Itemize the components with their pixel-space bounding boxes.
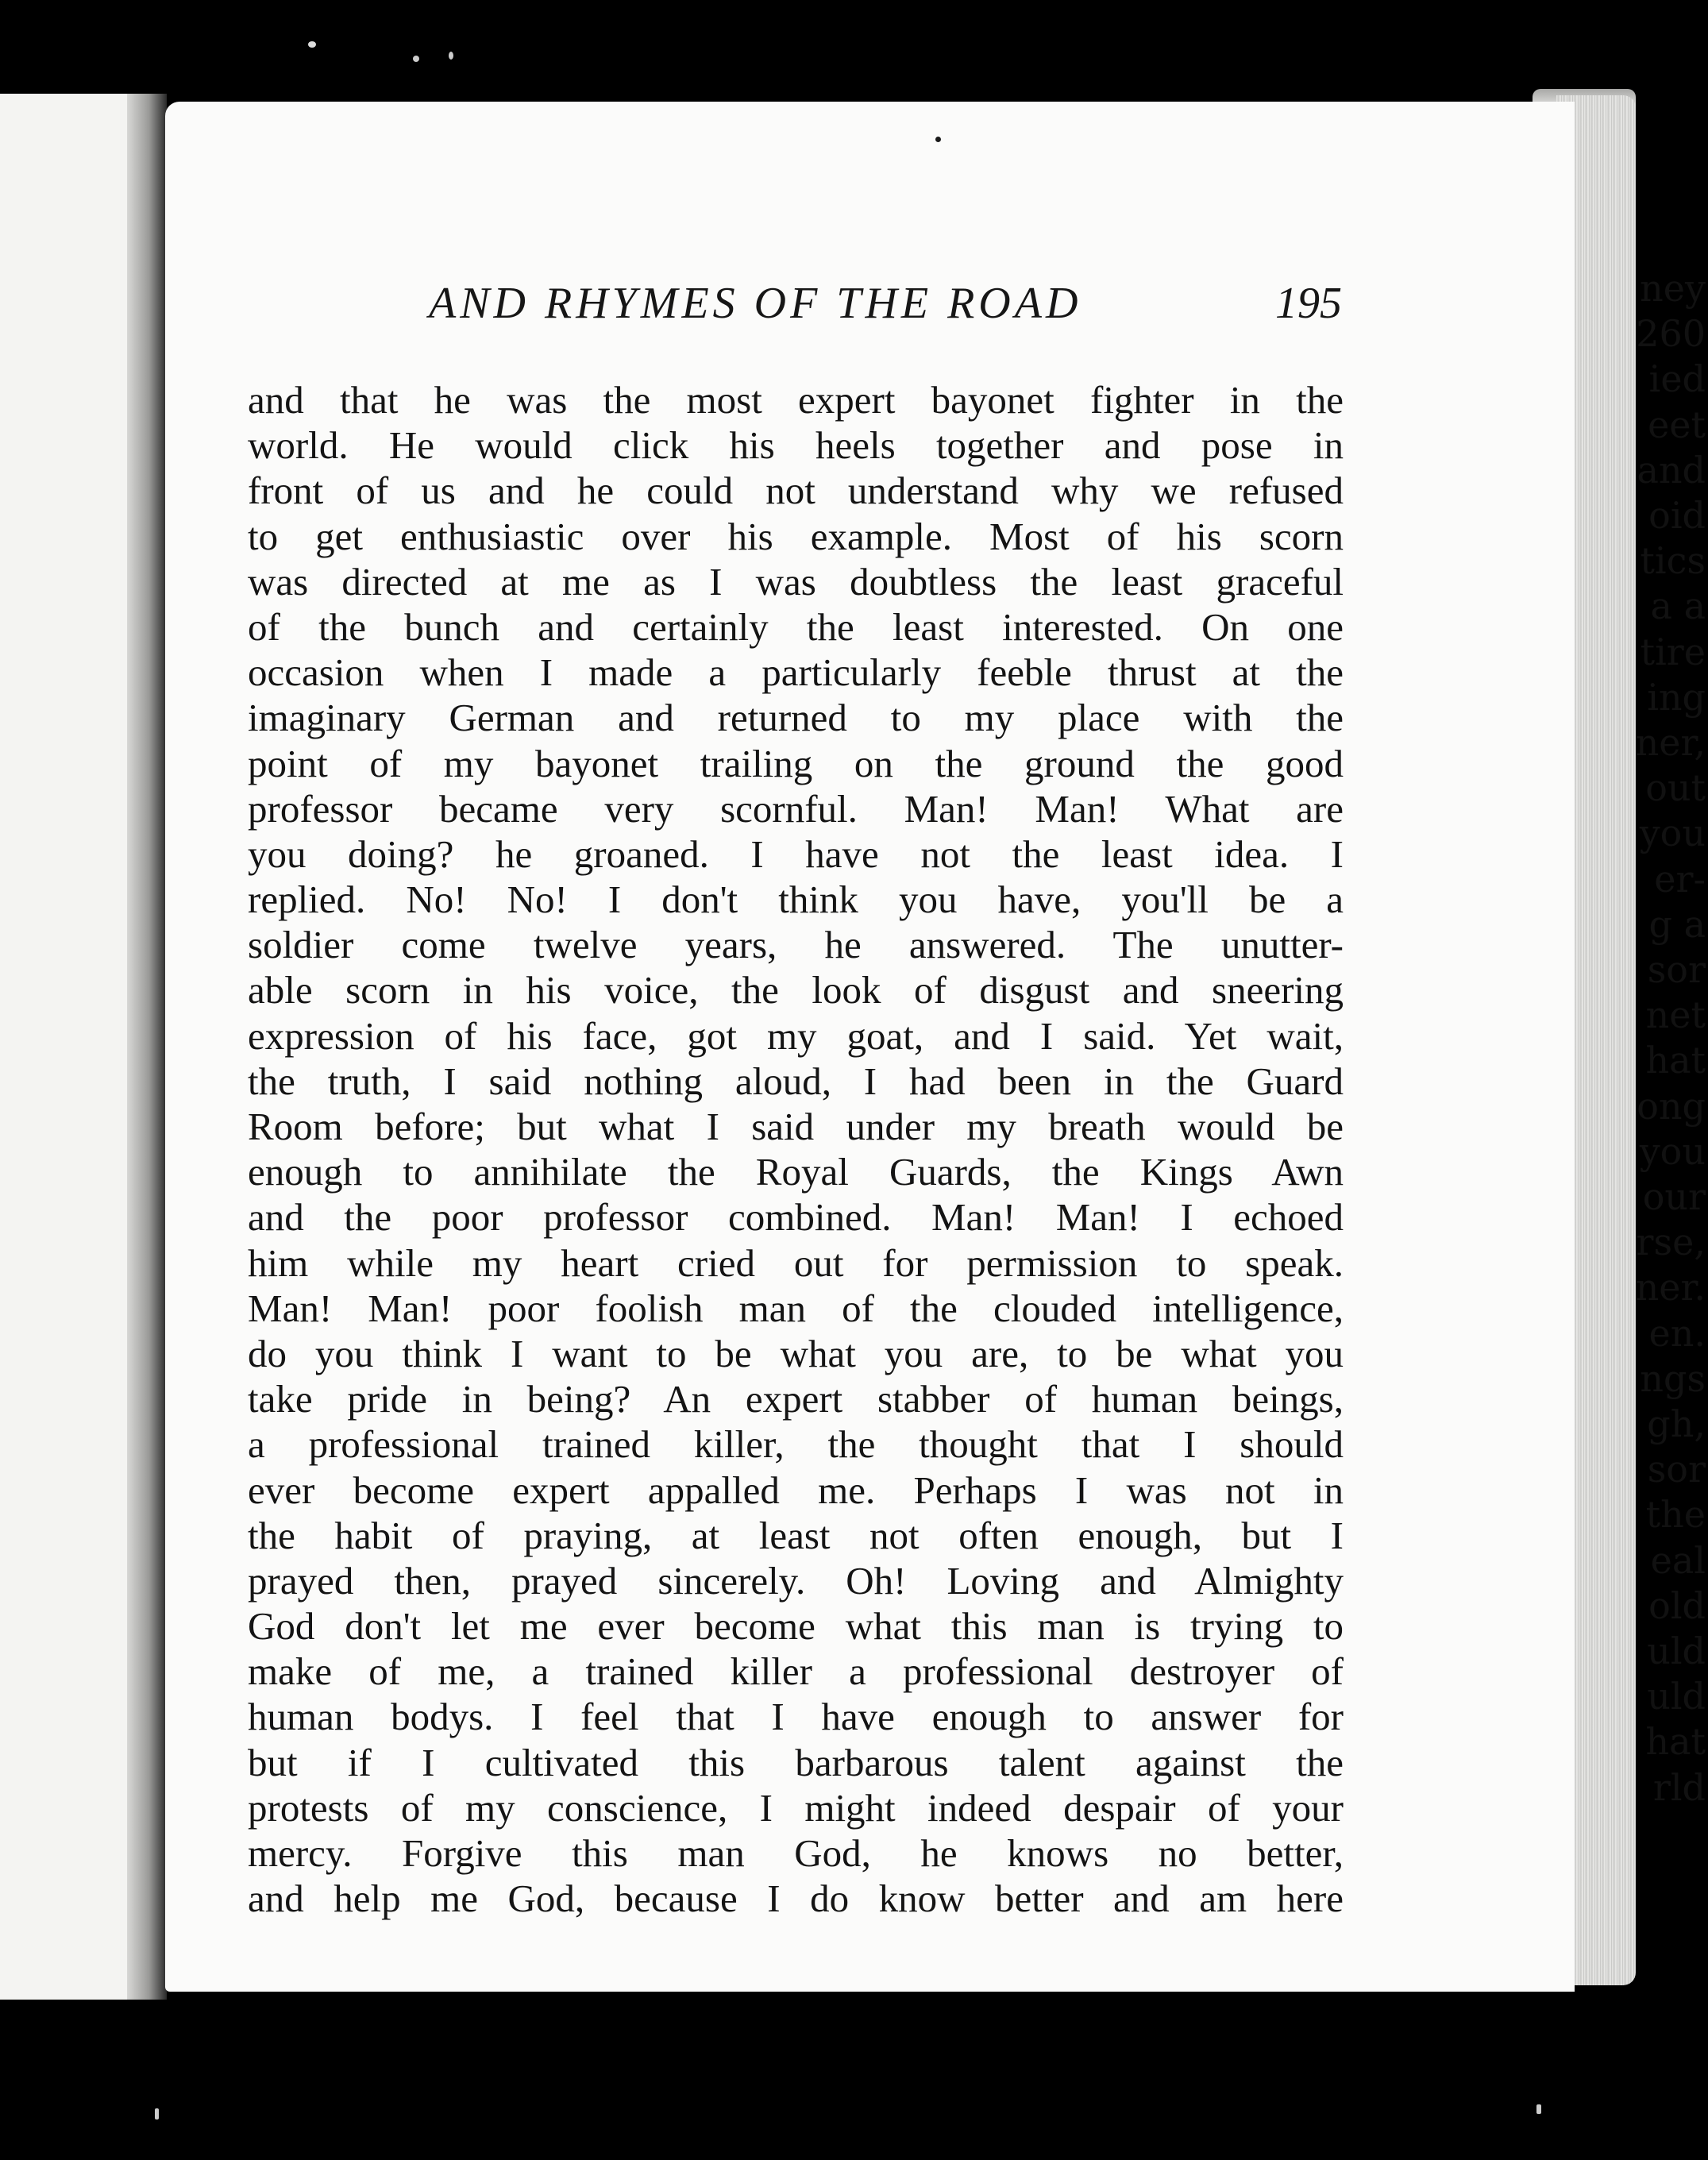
book-gutter [127,94,167,2000]
text-line: Man! Man! poor foolish man of the clouded intelligence, [248,1286,1344,1330]
scan-speck [413,56,419,62]
previous-page-fragment: out [1645,766,1706,810]
text-line: of the bunch and certainly the least interested. On one [248,604,1344,649]
text-line: occasion when I made a particularly feeble thrust at the [248,650,1344,695]
previous-page-fragment: ied [1648,357,1706,401]
text-line: soldier come twelve years, he answered. The unutter- [248,923,1344,967]
text-line: world. He would click his heels together and pose in [248,423,1344,468]
body-text [248,377,1344,1921]
text-line: ever become expert appalled me. Perhaps I was not in [248,1468,1344,1512]
previous-page-fragment: old [1648,1583,1706,1627]
previous-page-fragment: hat [1645,1039,1706,1082]
previous-page-fragment: uld [1647,1630,1706,1672]
previous-page-fragment: sor [1647,1448,1706,1491]
text-line: God don't let me ever become what this man is trying to [248,1604,1344,1649]
previous-page-fragment: en. [1648,1311,1706,1355]
text-line: and help me God, because I do know better and am here [248,1876,1344,1921]
text-line: a professional trained killer, the thought that I should [248,1422,1344,1467]
previous-page-fragment: ing [1647,675,1706,719]
previous-page-fragment: the [1645,1493,1706,1537]
text-line: but if I cultivated this barbarous talent against the [248,1740,1344,1784]
previous-page-fragment: ney [1640,267,1706,310]
previous-page-fragment: and [1637,448,1706,492]
previous-page-fragment: our [1642,1175,1706,1218]
text-line: front of us and he could not understand why we refused [248,469,1344,513]
page-header [429,278,1342,334]
previous-page-fragment: er- [1654,857,1706,901]
previous-page-fragment: oid [1648,494,1706,537]
previous-page-fragment: tics [1640,539,1706,583]
text-line: expression of his face, got my goat, and I said. Yet wait, [248,1013,1344,1058]
previous-page-fragment: sor [1647,948,1706,991]
previous-page-fragment: net [1645,993,1706,1037]
previous-page-fragment: ner. [1635,1266,1706,1310]
previous-page-fragment: tire [1640,630,1706,673]
previous-page-fragment: ong [1637,1084,1706,1128]
previous-page-fragment: ner, [1635,721,1706,764]
scan-speck [308,41,316,48]
text-line: the habit of praying, at least not often enough, but I [248,1513,1344,1557]
text-line: enough to annihilate the Royal Guards, the Kings Awn [248,1150,1344,1194]
previous-page-fragment: 260 [1636,312,1706,356]
text-line: replied. No! No! I don't think you have, you'll be a [248,878,1344,922]
text-line: point of my bayonet trailing on the ground the good [248,741,1344,785]
text-line: and that he was the most expert bayonet fighter in the [248,378,1344,422]
previous-page-fragment: hat [1645,1720,1706,1764]
previous-page-fragment: eet [1648,403,1706,446]
text-line: protests of my conscience, I might indeed despair of your [248,1785,1344,1830]
text-line: the truth, I said nothing aloud, I had been in the Guard [248,1059,1344,1103]
previous-page-fragment: rse, [1636,1221,1706,1264]
running-title: AND RHYMES OF THE ROAD [429,279,1082,328]
text-line: do you think I want to be what you are, to be what you [248,1331,1344,1375]
previous-page-fragment: eal [1650,1538,1706,1582]
previous-page-fragment: you [1639,812,1706,855]
previous-page-fragment: uld [1647,1675,1706,1718]
page-number: 195 [1275,279,1342,328]
text-line: prayed then, prayed sincerely. Oh! Loving and Almighty [248,1558,1344,1603]
previous-page-fragment: you [1639,1129,1706,1173]
text-line: was directed at me as I was doubtless the least graceful [248,559,1344,604]
text-line: Room before; but what I said under my breath would be [248,1105,1344,1148]
scan-speck [935,137,941,142]
text-line: you doing? he groaned. I have not the least idea. I [248,831,1344,876]
text-line: mercy. Forgive this man God, he knows no better, [248,1831,1344,1875]
scan-speck [1536,2104,1541,2114]
scan-speck [449,52,453,60]
text-line: make of me, a trained killer a professional destroyer of [248,1649,1344,1694]
previous-page-fragment: a a [1650,584,1706,628]
previous-page-fragment: g a [1648,902,1706,946]
text-line: him while my heart cried out for permission to speak. [248,1240,1344,1285]
text-line: able scorn in his voice, the look of disgust and sneering [248,968,1344,1012]
scan-speck [155,2108,159,2120]
previous-page-fragment: gh, [1647,1402,1706,1445]
previous-page-fragment: rld [1652,1765,1706,1809]
text-line: and the poor professor combined. Man! Man! I echoed [248,1195,1344,1240]
text-line: imaginary German and returned to my place with the [248,696,1344,740]
text-line: professor became very scornful. Man! Man! What are [248,786,1344,831]
text-line: to get enthusiastic over his example. Most of his scorn [248,514,1344,558]
text-line: human bodys. I feel that I have enough to answer for [248,1695,1344,1739]
previous-page-fragment: ngs [1640,1356,1706,1400]
text-line: take pride in being? An expert stabber of human beings, [248,1377,1344,1421]
